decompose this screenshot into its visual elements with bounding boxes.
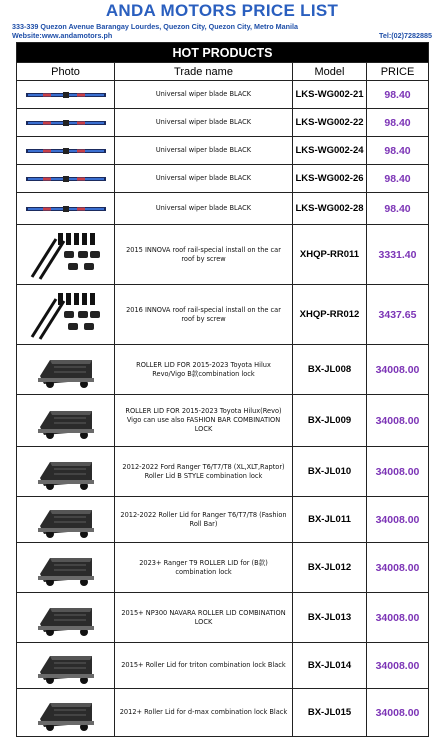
trade-name-cell: 2015+ Roller Lid for triton combination lock Black: [115, 643, 293, 689]
roof-rail-icon: [28, 289, 104, 341]
section-title: HOT PRODUCTS: [17, 43, 429, 63]
price-cell: 98.40: [367, 137, 429, 165]
model-cell: LKS-WG002-21: [293, 81, 367, 109]
table-row: [17, 193, 429, 225]
roller-lid-icon: [36, 598, 96, 638]
trade-name-cell: 2015 INNOVA roof rail-special install on the car roof by screw: [115, 225, 293, 285]
page-title: ANDA MOTORS PRICE LIST: [105, 1, 339, 20]
trade-name-cell: 2012-2022 Ford Ranger T6/T7/T8 (XL,XLT,Raptor) Roller Lid B STYLE combination lock: [115, 447, 293, 497]
column-header-photo: Photo: [17, 63, 115, 81]
model-cell: BX-JL008: [293, 345, 367, 395]
roof-rail-icon: [28, 229, 104, 281]
model-cell: BX-JL015: [293, 689, 367, 737]
price-cell: 3437.65: [367, 285, 429, 345]
price-cell: 34008.00: [367, 593, 429, 643]
telephone-number: Tel:(02)7282885: [378, 31, 432, 40]
wiper-blade-icon: [25, 146, 107, 156]
table-row: [17, 285, 429, 345]
trade-name-cell: Universal wiper blade BLACK: [115, 165, 293, 193]
product-photo: [17, 395, 115, 447]
wiper-blade-icon: [25, 118, 107, 128]
model-cell: BX-JL010: [293, 447, 367, 497]
table-row: [17, 593, 429, 643]
wiper-blade-icon: [25, 174, 107, 184]
column-header-model: Model: [293, 63, 367, 81]
roller-lid-icon: [36, 350, 96, 390]
product-photo: [17, 497, 115, 543]
product-photo: [17, 165, 115, 193]
table-row: [17, 165, 429, 193]
product-photo: [17, 345, 115, 395]
roller-lid-icon: [36, 401, 96, 441]
trade-name-cell: 2023+ Ranger T9 ROLLER LID for (B款) combination lock: [115, 543, 293, 593]
price-cell: 98.40: [367, 81, 429, 109]
product-photo: [17, 285, 115, 345]
model-cell: LKS-WG002-22: [293, 109, 367, 137]
product-photo: [17, 137, 115, 165]
table-row: [17, 225, 429, 285]
price-cell: 98.40: [367, 109, 429, 137]
product-photo: [17, 689, 115, 737]
roller-lid-icon: [36, 452, 96, 492]
trade-name-cell: Universal wiper blade BLACK: [115, 81, 293, 109]
price-table: [16, 42, 429, 737]
table-row: [17, 395, 429, 447]
table-row: [17, 81, 429, 109]
trade-name-cell: Universal wiper blade BLACK: [115, 193, 293, 225]
model-cell: BX-JL012: [293, 543, 367, 593]
trade-name-cell: 2012-2022 Roller Lid for Ranger T6/T7/T8 (Fashion Roll Bar): [115, 497, 293, 543]
price-cell: 3331.40: [367, 225, 429, 285]
trade-name-cell: Universal wiper blade BLACK: [115, 137, 293, 165]
product-photo: [17, 447, 115, 497]
product-photo: [17, 543, 115, 593]
table-row: [17, 137, 429, 165]
product-photo: [17, 193, 115, 225]
roller-lid-icon: [36, 500, 96, 540]
table-row: [17, 643, 429, 689]
table-row: [17, 497, 429, 543]
model-cell: BX-JL014: [293, 643, 367, 689]
address-line: 333-339 Quezon Avenue Barangay Lourdes, Quezon City, Quezon City, Metro Manila: [12, 22, 298, 31]
trade-name-cell: ROLLER LID FOR 2015-2023 Toyota Hilux Revo/Vigo B款combination lock: [115, 345, 293, 395]
model-cell: LKS-WG002-24: [293, 137, 367, 165]
document-header: [0, 0, 444, 42]
model-cell: XHQP-RR011: [293, 225, 367, 285]
website-link[interactable]: Website:www.andamotors.ph: [12, 31, 113, 40]
roller-lid-icon: [36, 693, 96, 733]
wiper-blade-icon: [25, 204, 107, 214]
column-header-price: PRICE: [367, 63, 429, 81]
table-row: [17, 447, 429, 497]
column-header-trade-name: Trade name: [115, 63, 293, 81]
trade-name-cell: 2012+ Roller Lid for d-max combination lock Black: [115, 689, 293, 737]
model-cell: BX-JL013: [293, 593, 367, 643]
product-photo: [17, 643, 115, 689]
price-cell: 98.40: [367, 193, 429, 225]
price-cell: 34008.00: [367, 345, 429, 395]
price-cell: 34008.00: [367, 543, 429, 593]
wiper-blade-icon: [25, 90, 107, 100]
product-photo: [17, 109, 115, 137]
price-cell: 34008.00: [367, 689, 429, 737]
table-row: [17, 345, 429, 395]
trade-name-cell: 2016 INNOVA roof rail-special install on the car roof by screw: [115, 285, 293, 345]
price-cell: 34008.00: [367, 643, 429, 689]
model-cell: BX-JL011: [293, 497, 367, 543]
roller-lid-icon: [36, 646, 96, 686]
model-cell: XHQP-RR012: [293, 285, 367, 345]
product-photo: [17, 225, 115, 285]
trade-name-cell: 2015+ NP300 NAVARA ROLLER LID COMBINATION LOCK: [115, 593, 293, 643]
table-row: [17, 543, 429, 593]
product-photo: [17, 81, 115, 109]
column-header-row: [17, 63, 429, 81]
trade-name-cell: Universal wiper blade BLACK: [115, 109, 293, 137]
product-photo: [17, 593, 115, 643]
model-cell: LKS-WG002-26: [293, 165, 367, 193]
table-row: [17, 109, 429, 137]
model-cell: LKS-WG002-28: [293, 193, 367, 225]
roller-lid-icon: [36, 548, 96, 588]
model-cell: BX-JL009: [293, 395, 367, 447]
trade-name-cell: ROLLER LID FOR 2015-2023 Toyota Hilux(Revo) Vigo can use also FASHION BAR COMBINATION LOCK: [115, 395, 293, 447]
price-cell: 34008.00: [367, 395, 429, 447]
price-cell: 98.40: [367, 165, 429, 193]
price-cell: 34008.00: [367, 447, 429, 497]
price-cell: 34008.00: [367, 497, 429, 543]
table-row: [17, 689, 429, 737]
